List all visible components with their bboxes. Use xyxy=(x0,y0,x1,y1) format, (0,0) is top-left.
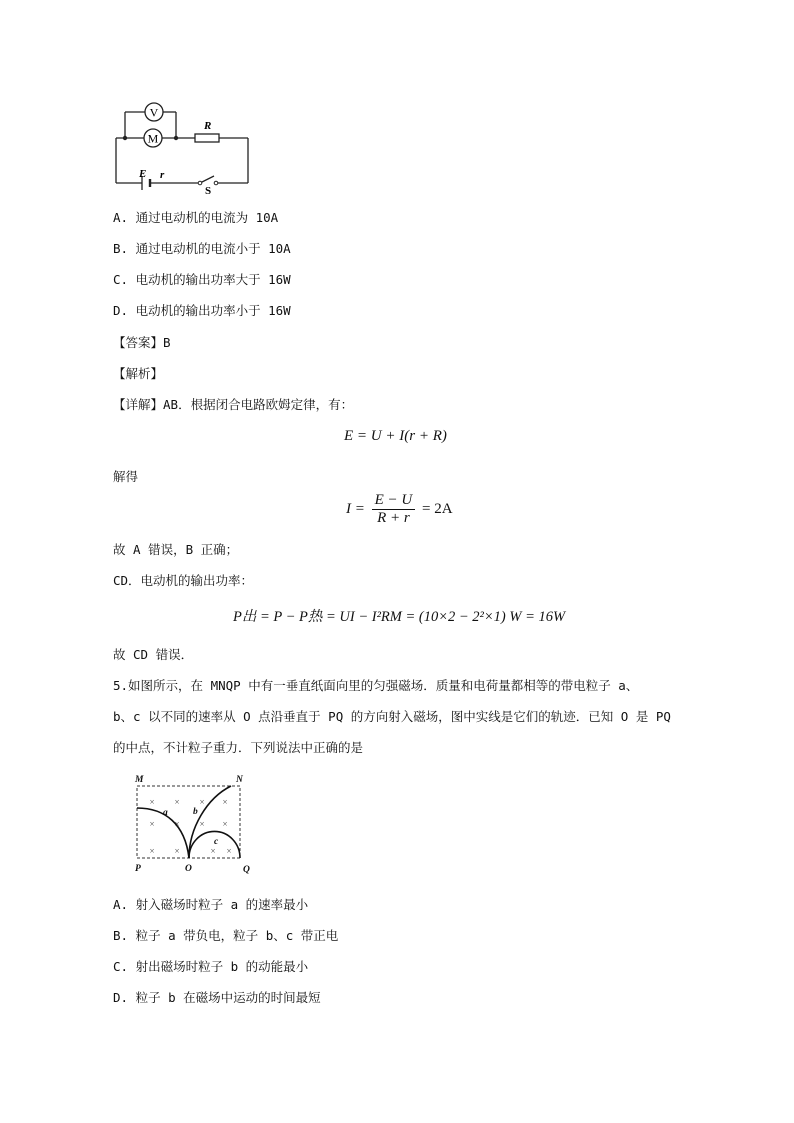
option-text: 射出磁场时粒子 b 的动能最小 xyxy=(135,959,309,974)
svg-text:×: × xyxy=(174,797,180,807)
svg-text:×: × xyxy=(210,846,216,856)
label-b: b xyxy=(193,807,198,817)
junction-dot xyxy=(123,136,127,140)
resistor-symbol xyxy=(195,120,219,142)
svg-text:×: × xyxy=(149,819,155,829)
svg-text:×: × xyxy=(149,797,155,807)
svg-text:×: × xyxy=(149,846,155,856)
svg-text:M: M xyxy=(147,131,159,146)
label-c: c xyxy=(214,837,219,847)
option-text: 粒子 b 在磁场中运动的时间最短 xyxy=(135,990,321,1005)
answer-line xyxy=(113,333,171,351)
detail-line xyxy=(113,395,353,413)
detail-text: AB．根据闭合电路欧姆定律，有： xyxy=(163,397,354,412)
q4-option-d xyxy=(113,301,291,319)
option-letter: B. xyxy=(113,241,129,256)
switch-contact xyxy=(198,181,202,185)
switch-label: S xyxy=(205,185,212,194)
q5-stem-line-1: 5.如图所示，在 MNQP 中有一垂直纸面向里的匀强磁场．质量和电荷量都相等的带电粒子 a、 xyxy=(113,678,639,693)
magnetic-field-diagram xyxy=(125,772,265,876)
solve-text: 解得 xyxy=(113,469,139,484)
option-text: 粒子 a 带负电，粒子 b、c 带正电 xyxy=(135,928,339,943)
voltmeter-symbol xyxy=(145,103,163,121)
fraction-denominator: R + r xyxy=(377,510,410,526)
q5-option-d xyxy=(113,988,321,1006)
option-letter: C. xyxy=(113,959,129,974)
conclusion-1: 故 A 错误，B 正确； xyxy=(113,542,239,557)
svg-text:×: × xyxy=(174,846,180,856)
option-letter: A. xyxy=(113,897,129,912)
cd-text: CD．电动机的输出功率： xyxy=(113,573,254,588)
motor-symbol xyxy=(144,129,162,147)
option-letter: B. xyxy=(113,928,129,943)
internal-resistance-label: r xyxy=(160,169,165,181)
svg-text:×: × xyxy=(174,819,180,829)
option-letter: C. xyxy=(113,272,129,287)
detail-label: 【详解】 xyxy=(113,397,164,412)
option-text: 电动机的输出功率小于 16W xyxy=(135,303,291,318)
svg-text:V: V xyxy=(149,105,159,120)
conclusion-2: 故 CD 错误． xyxy=(113,647,194,662)
q5-stem-line-2: b、c 以不同的速率从 O 点沿垂直于 PQ 的方向射入磁场，图中实线是它们的轨迹．已知 O 是 PQ xyxy=(113,709,671,724)
option-text: 射入磁场时粒子 a 的速率最小 xyxy=(135,897,309,912)
equation-2 xyxy=(346,492,453,527)
q5-option-b xyxy=(113,926,338,944)
switch-contact xyxy=(214,181,218,185)
equation-2-lhs: I = xyxy=(346,500,365,517)
svg-text:R: R xyxy=(204,120,212,132)
q4-option-a xyxy=(113,208,278,226)
option-text: 通过电动机的电流小于 10A xyxy=(135,241,291,256)
equation-1: E = U + I(r + R) xyxy=(344,428,447,444)
svg-text:×: × xyxy=(222,797,228,807)
q4-option-b xyxy=(113,239,291,257)
label-m: M xyxy=(135,775,144,785)
svg-text:×: × xyxy=(222,819,228,829)
analysis-label: 【解析】 xyxy=(113,366,164,381)
circuit-diagram xyxy=(108,98,258,194)
q5-option-a xyxy=(113,895,308,913)
option-letter: D. xyxy=(113,303,129,318)
fraction-numerator: E − U xyxy=(372,492,416,510)
equation-2-rhs: = 2A xyxy=(422,500,453,517)
option-text: 通过电动机的电流为 10A xyxy=(135,210,279,225)
label-o: O xyxy=(185,864,192,874)
emf-label: E xyxy=(139,168,147,180)
label-a: a xyxy=(163,808,168,818)
option-text: 电动机的输出功率大于 16W xyxy=(135,272,291,287)
answer-value: B xyxy=(163,335,171,350)
equation-3: P出 = P − P热 = UI − I²RM = (10×2 − 2²×1) W = 16W xyxy=(233,609,566,625)
q5-stem-line-3: 的中点，不计粒子重力．下列说法中正确的是 xyxy=(113,740,364,755)
equation-2-fraction xyxy=(372,492,416,527)
svg-text:×: × xyxy=(226,846,232,856)
q4-option-c xyxy=(113,270,291,288)
junction-dot xyxy=(174,136,178,140)
label-p: P xyxy=(135,864,141,874)
option-letter: A. xyxy=(113,210,129,225)
label-q: Q xyxy=(243,865,250,875)
option-letter: D. xyxy=(113,990,129,1005)
q5-option-c xyxy=(113,957,308,975)
svg-text:×: × xyxy=(199,797,205,807)
svg-text:×: × xyxy=(199,819,205,829)
label-n: N xyxy=(236,775,243,785)
answer-label: 【答案】 xyxy=(113,335,164,350)
